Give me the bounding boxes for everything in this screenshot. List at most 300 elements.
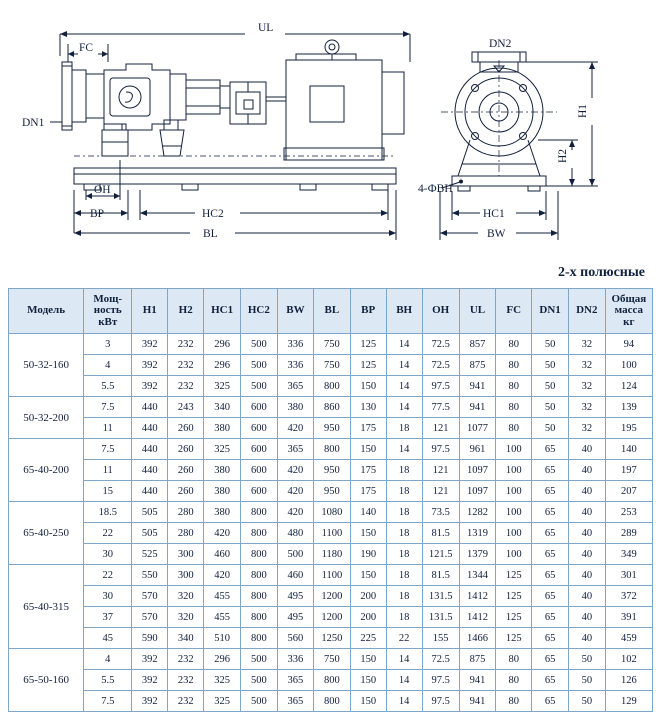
cell: 500	[240, 376, 277, 397]
label-h2: H2	[557, 148, 569, 163]
cell: 300	[168, 565, 204, 586]
table-row	[9, 649, 653, 670]
cell: 750	[314, 355, 351, 376]
cell: 40	[568, 439, 605, 460]
table-row	[9, 376, 653, 397]
cell: 22	[84, 523, 132, 544]
cell: 392	[132, 670, 168, 691]
cell: 1319	[459, 523, 496, 544]
table-row	[9, 544, 653, 565]
header-dn1: DN1	[532, 289, 569, 334]
section-title: 2-х полюсные	[557, 265, 645, 280]
dimensions-table	[8, 288, 653, 712]
cell: 65	[532, 460, 569, 481]
cell: 126	[605, 670, 652, 691]
cell: 340	[168, 628, 204, 649]
table-row	[9, 439, 653, 460]
model-cell: 50-32-160	[9, 334, 84, 397]
cell: 100	[496, 460, 532, 481]
cell: 50	[568, 670, 605, 691]
cell: 1077	[459, 418, 496, 439]
table-row	[9, 481, 653, 502]
cell: 40	[568, 460, 605, 481]
header-h1: H1	[132, 289, 168, 334]
cell: 480	[277, 523, 313, 544]
cell: 40	[568, 544, 605, 565]
cell: 65	[532, 544, 569, 565]
table-header-row	[9, 289, 653, 334]
label-bl: BL	[203, 228, 218, 240]
label-bp: BP	[90, 208, 105, 220]
cell: 365	[277, 670, 313, 691]
cell: 11	[84, 460, 132, 481]
cell: 800	[240, 628, 277, 649]
dimensions-table-wrapper	[8, 288, 653, 712]
label-fc: FC	[79, 42, 94, 54]
model-cell: 65-40-200	[9, 439, 84, 502]
label-hc2: HC2	[202, 208, 224, 220]
cell: 280	[168, 502, 204, 523]
cell: 175	[350, 418, 386, 439]
cell: 155	[422, 628, 459, 649]
cell: 150	[350, 376, 386, 397]
label-oh: OH	[94, 184, 111, 196]
cell: 420	[204, 523, 241, 544]
cell: 232	[168, 670, 204, 691]
cell: 320	[168, 607, 204, 628]
cell: 125	[496, 565, 532, 586]
cell: 800	[240, 607, 277, 628]
cell: 73.5	[422, 502, 459, 523]
cell: 100	[496, 439, 532, 460]
cell: 560	[277, 628, 313, 649]
cell: 340	[204, 397, 241, 418]
cell: 336	[277, 334, 313, 355]
cell: 941	[459, 397, 496, 418]
cell: 800	[240, 544, 277, 565]
cell: 570	[132, 607, 168, 628]
cell: 65	[532, 481, 569, 502]
cell: 4	[84, 649, 132, 670]
table-row	[9, 397, 653, 418]
cell: 7.5	[84, 439, 132, 460]
cell: 500	[240, 649, 277, 670]
cell: 121.5	[422, 544, 459, 565]
cell: 941	[459, 691, 496, 712]
cell: 50	[532, 376, 569, 397]
table-row	[9, 586, 653, 607]
cell: 380	[204, 418, 241, 439]
pump-dimension-drawing	[0, 0, 661, 262]
cell: 65	[532, 691, 569, 712]
cell: 32	[568, 376, 605, 397]
cell: 40	[568, 481, 605, 502]
table-row	[9, 334, 653, 355]
cell: 500	[240, 334, 277, 355]
model-cell: 65-40-250	[9, 502, 84, 565]
cell: 80	[496, 376, 532, 397]
cell: 140	[605, 439, 652, 460]
cell: 125	[350, 334, 386, 355]
cell: 296	[204, 649, 241, 670]
cell: 392	[132, 649, 168, 670]
label-ul: UL	[258, 22, 274, 34]
table-row	[9, 670, 653, 691]
cell: 18	[386, 523, 422, 544]
cell: 65	[532, 502, 569, 523]
cell: 1200	[314, 607, 351, 628]
cell: 495	[277, 586, 313, 607]
cell: 1412	[459, 607, 496, 628]
cell: 320	[168, 586, 204, 607]
cell: 5.5	[84, 376, 132, 397]
cell: 81.5	[422, 565, 459, 586]
cell: 325	[204, 670, 241, 691]
cell: 131.5	[422, 586, 459, 607]
cell: 800	[314, 670, 351, 691]
cell: 325	[204, 439, 241, 460]
cell: 1344	[459, 565, 496, 586]
cell: 495	[277, 607, 313, 628]
cell: 800	[314, 691, 351, 712]
cell: 455	[204, 586, 241, 607]
cell: 77.5	[422, 397, 459, 418]
cell: 175	[350, 460, 386, 481]
table-row	[9, 502, 653, 523]
cell: 1466	[459, 628, 496, 649]
cell: 860	[314, 397, 351, 418]
table-row	[9, 691, 653, 712]
cell: 280	[168, 523, 204, 544]
cell: 150	[350, 523, 386, 544]
cell: 121	[422, 460, 459, 481]
cell: 232	[168, 691, 204, 712]
cell: 260	[168, 460, 204, 481]
cell: 65	[532, 670, 569, 691]
cell: 124	[605, 376, 652, 397]
cell: 420	[204, 565, 241, 586]
cell: 97.5	[422, 376, 459, 397]
cell: 97.5	[422, 670, 459, 691]
cell: 80	[496, 397, 532, 418]
cell: 200	[350, 586, 386, 607]
cell: 1080	[314, 502, 351, 523]
cell: 1180	[314, 544, 351, 565]
cell: 392	[132, 691, 168, 712]
cell: 243	[168, 397, 204, 418]
header-dn2: DN2	[568, 289, 605, 334]
cell: 50	[532, 355, 569, 376]
cell: 195	[605, 418, 652, 439]
cell: 3	[84, 334, 132, 355]
cell: 1097	[459, 460, 496, 481]
cell: 40	[568, 607, 605, 628]
label-hc1: HC1	[483, 208, 505, 220]
header-hc2: HC2	[240, 289, 277, 334]
cell: 45	[84, 628, 132, 649]
cell: 130	[350, 397, 386, 418]
cell: 94	[605, 334, 652, 355]
label-dn1: DN1	[22, 117, 45, 129]
cell: 253	[605, 502, 652, 523]
cell: 950	[314, 481, 351, 502]
cell: 50	[568, 649, 605, 670]
cell: 600	[240, 418, 277, 439]
label-dn2: DN2	[489, 38, 512, 50]
cell: 875	[459, 649, 496, 670]
cell: 440	[132, 418, 168, 439]
cell: 14	[386, 397, 422, 418]
cell: 102	[605, 649, 652, 670]
cell: 800	[240, 502, 277, 523]
cell: 460	[204, 544, 241, 565]
cell: 365	[277, 439, 313, 460]
table-row	[9, 628, 653, 649]
cell: 961	[459, 439, 496, 460]
cell: 336	[277, 649, 313, 670]
cell: 380	[204, 460, 241, 481]
cell: 460	[277, 565, 313, 586]
cell: 1379	[459, 544, 496, 565]
cell: 420	[277, 502, 313, 523]
cell: 459	[605, 628, 652, 649]
cell: 296	[204, 334, 241, 355]
cell: 550	[132, 565, 168, 586]
cell: 232	[168, 649, 204, 670]
cell: 140	[350, 502, 386, 523]
cell: 941	[459, 376, 496, 397]
cell: 97.5	[422, 439, 459, 460]
cell: 232	[168, 355, 204, 376]
cell: 260	[168, 418, 204, 439]
cell: 600	[240, 481, 277, 502]
cell: 121	[422, 481, 459, 502]
cell: 65	[532, 523, 569, 544]
cell: 72.5	[422, 355, 459, 376]
cell: 150	[350, 439, 386, 460]
cell: 30	[84, 544, 132, 565]
header-bl: BL	[314, 289, 351, 334]
cell: 380	[277, 397, 313, 418]
cell: 81.5	[422, 523, 459, 544]
cell: 100	[496, 544, 532, 565]
cell: 950	[314, 418, 351, 439]
cell: 260	[168, 481, 204, 502]
cell: 65	[532, 439, 569, 460]
cell: 525	[132, 544, 168, 565]
model-cell: 65-40-315	[9, 565, 84, 649]
cell: 14	[386, 691, 422, 712]
cell: 32	[568, 355, 605, 376]
cell: 14	[386, 334, 422, 355]
cell: 7.5	[84, 397, 132, 418]
cell: 125	[496, 628, 532, 649]
cell: 14	[386, 670, 422, 691]
cell: 800	[240, 586, 277, 607]
cell: 510	[204, 628, 241, 649]
model-cell: 65-50-160	[9, 649, 84, 712]
cell: 420	[277, 460, 313, 481]
cell: 800	[240, 523, 277, 544]
table-row	[9, 418, 653, 439]
cell: 500	[240, 691, 277, 712]
header-mass-line1: Общая	[611, 292, 647, 305]
cell: 5.5	[84, 670, 132, 691]
cell: 18	[386, 481, 422, 502]
cell: 80	[496, 670, 532, 691]
cell: 65	[532, 565, 569, 586]
header-power-line3: кВт	[98, 315, 118, 328]
cell: 50	[532, 418, 569, 439]
cell: 260	[168, 439, 204, 460]
cell: 600	[240, 460, 277, 481]
cell: 40	[568, 523, 605, 544]
cell: 950	[314, 460, 351, 481]
cell: 600	[240, 439, 277, 460]
cell: 18	[386, 460, 422, 481]
cell: 80	[496, 691, 532, 712]
cell: 800	[240, 565, 277, 586]
cell: 100	[496, 523, 532, 544]
cell: 440	[132, 397, 168, 418]
cell: 18	[386, 544, 422, 565]
cell: 1100	[314, 523, 351, 544]
header-mass	[605, 289, 652, 334]
header-h2: H2	[168, 289, 204, 334]
cell: 750	[314, 334, 351, 355]
cell: 32	[568, 334, 605, 355]
header-mass-line3: кг	[623, 315, 635, 328]
header-mass-line2: масса	[614, 304, 643, 317]
cell: 207	[605, 481, 652, 502]
cell: 200	[350, 607, 386, 628]
cell: 125	[350, 355, 386, 376]
header-model: Модель	[9, 289, 84, 334]
cell: 590	[132, 628, 168, 649]
cell: 50	[532, 334, 569, 355]
cell: 380	[204, 481, 241, 502]
cell: 18	[386, 607, 422, 628]
cell: 22	[386, 628, 422, 649]
header-power	[84, 289, 132, 334]
cell: 150	[350, 649, 386, 670]
cell: 32	[568, 418, 605, 439]
cell: 65	[532, 649, 569, 670]
cell: 1282	[459, 502, 496, 523]
cell: 190	[350, 544, 386, 565]
cell: 40	[568, 586, 605, 607]
cell: 80	[496, 355, 532, 376]
header-hc1: HC1	[204, 289, 241, 334]
label-h1: H1	[577, 103, 589, 118]
cell: 336	[277, 355, 313, 376]
cell: 440	[132, 481, 168, 502]
cell: 139	[605, 397, 652, 418]
header-oh: OH	[422, 289, 459, 334]
cell: 72.5	[422, 649, 459, 670]
cell: 80	[496, 418, 532, 439]
cell: 380	[204, 502, 241, 523]
cell: 100	[496, 502, 532, 523]
cell: 65	[532, 586, 569, 607]
cell: 225	[350, 628, 386, 649]
cell: 455	[204, 607, 241, 628]
cell: 800	[314, 439, 351, 460]
table-row	[9, 355, 653, 376]
cell: 1250	[314, 628, 351, 649]
cell: 392	[132, 355, 168, 376]
cell: 365	[277, 691, 313, 712]
header-power-line1: Мощ-	[93, 292, 123, 305]
cell: 131.5	[422, 607, 459, 628]
cell: 420	[277, 481, 313, 502]
cell: 500	[240, 355, 277, 376]
cell: 15	[84, 481, 132, 502]
cell: 857	[459, 334, 496, 355]
cell: 22	[84, 565, 132, 586]
cell: 392	[132, 376, 168, 397]
cell: 40	[568, 502, 605, 523]
cell: 97.5	[422, 691, 459, 712]
cell: 65	[532, 607, 569, 628]
cell: 14	[386, 439, 422, 460]
cell: 365	[277, 376, 313, 397]
cell: 440	[132, 439, 168, 460]
cell: 296	[204, 355, 241, 376]
cell: 1097	[459, 481, 496, 502]
cell: 750	[314, 649, 351, 670]
cell: 65	[532, 628, 569, 649]
cell: 232	[168, 376, 204, 397]
cell: 800	[314, 376, 351, 397]
cell: 18	[386, 502, 422, 523]
cell: 125	[496, 586, 532, 607]
table-body	[9, 334, 653, 712]
cell: 80	[496, 649, 532, 670]
cell: 11	[84, 418, 132, 439]
cell: 50	[532, 397, 569, 418]
cell: 100	[605, 355, 652, 376]
cell: 18	[386, 418, 422, 439]
cell: 391	[605, 607, 652, 628]
cell: 600	[240, 397, 277, 418]
cell: 175	[350, 481, 386, 502]
cell: 500	[277, 544, 313, 565]
cell: 420	[277, 418, 313, 439]
header-fc: FC	[496, 289, 532, 334]
label-bw: BW	[487, 228, 506, 240]
cell: 289	[605, 523, 652, 544]
cell: 4	[84, 355, 132, 376]
cell: 14	[386, 649, 422, 670]
table-row	[9, 460, 653, 481]
cell: 40	[568, 565, 605, 586]
cell: 40	[568, 628, 605, 649]
header-bh: BH	[386, 289, 422, 334]
cell: 30	[84, 586, 132, 607]
cell: 150	[350, 670, 386, 691]
header-bw: BW	[277, 289, 313, 334]
cell: 301	[605, 565, 652, 586]
cell: 500	[240, 670, 277, 691]
cell: 505	[132, 502, 168, 523]
cell: 125	[496, 607, 532, 628]
cell: 392	[132, 334, 168, 355]
cell: 150	[350, 691, 386, 712]
cell: 18	[386, 586, 422, 607]
cell: 232	[168, 334, 204, 355]
cell: 121	[422, 418, 459, 439]
